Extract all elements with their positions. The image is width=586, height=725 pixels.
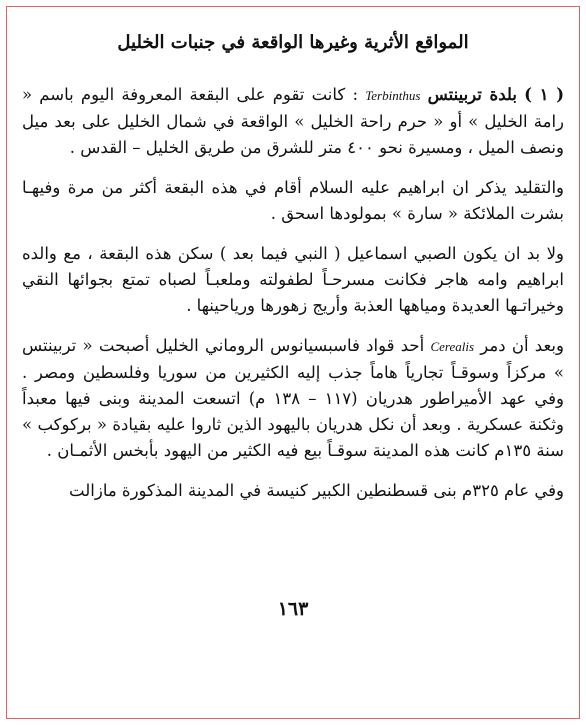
page-title: المواقع الأثرية وغيرها الواقعة في جنبات الخليل xyxy=(117,32,469,53)
paragraph-ismail: ولا بد ان يكون الصبي اسماعيل ( النبي فيما بعد ) سكن هذه البقعة ، مع والده ابراهيم وامه هاجر فكانت مسرحـاً لطفولته وملعبـاً لصباه تمتع بجوائها النقي وخيراتـها العديدة ومياهها العذبة وأريج زهورها ورياحينها . xyxy=(22,244,564,315)
cerealis-before: وبعد أن دمر xyxy=(480,336,564,355)
paragraph-abraham: والتقليد يذكر ان ابراهيم عليه السلام أقام في هذه البقعة أكثر من مرة وفيهـا بشرت الملائكة « سارة » بمولودها اسحق . xyxy=(22,178,564,223)
paragraph-cerealis xyxy=(22,333,564,464)
document-page xyxy=(22,30,564,518)
entry-number: ( ١ ) xyxy=(524,85,565,104)
cerealis-after: أحد قواد فاسبسيانوس الروماني الخليل أصبحت « تربينتس » مركزاً وسوقـاً تجارياً هاماً جذب إليه الكثيرين من سوريا وفلسطين ومصر . وفي عهد الأميراطور هدريان (١١٧ – ١٣٨ م) اتسعت المدينة وبنى فيها معبداً وثكنة عسكرية . وبعد أن نكل هدريان باليهود الذين ثاروا عليه بقيادة « بركوكب » سنة ١٣٥م كانت هذه المدينة سوقـاً بيع فيه الكثير من اليهود بأبخس الأثمـان . xyxy=(22,336,564,460)
cerealis-latin-name: Cerealis xyxy=(430,339,475,354)
entry-text: كانت تقوم على البقعة المعروفة اليوم باسم « رامة الخليل » أو « حرم راحة الخليل » الواقعة في شمال الخليل على بعد ميل ونصف الميل ، ومسيرة نحو ٤٠٠ متر للشرق من طريق الخليل – القدس . xyxy=(22,85,564,157)
entry-colon: : xyxy=(352,85,359,104)
paragraph-constantine: وفي عام ٣٢٥م بنى قسطنطين الكبير كنيسة في المدينة المذكورة مازالت xyxy=(69,481,564,500)
entry-name: بلدة تربينتس xyxy=(427,85,517,104)
entry-paragraph xyxy=(22,82,564,161)
entry-latin-name: Terbinthus xyxy=(365,88,421,103)
page-number: ١٦٣ xyxy=(277,598,309,620)
